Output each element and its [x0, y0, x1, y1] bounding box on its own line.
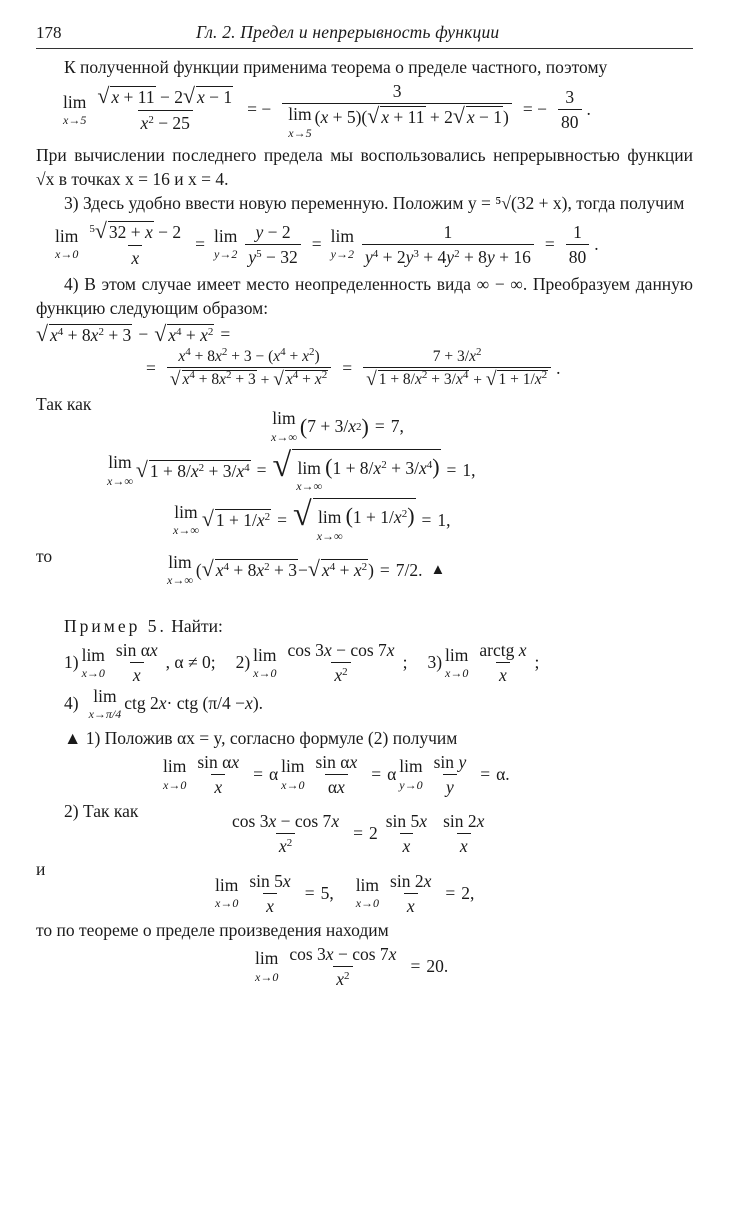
formula-limit-fifth-root: lim x→0 $^5$ √ 32 + x − 2 x = lim y→2 $\frac{y - 2}{y^5 - 32}$ = lim y→2 $\frac{1}{y^4 + 2y^3 + 4y^2 + 8y + 16}$ = $\frac{1}{80}$ . [55, 218, 599, 268]
formula-limit-7: lim x→∞ ( 7 + 3/ x 2 ) = 7, [271, 408, 404, 444]
formula-solution-2-identity: $\frac{\cos 3x - \cos 7x}{x^2}$ = 2 $\frac{\sin 5x}{x}$ sin 2x x [232, 811, 485, 857]
formula-difference-transformed: = $x^4 + 8x^2 + 3 - (x^4 + x^2)$ √ $x^4 + 8x^2 + 3$ + √ $x^4 + x^2$ = $7 + 3/x^2$ √ $1 + 8/x^2 + 3/x^4$ + √ $1 + 1/x^2$ . [146, 345, 561, 391]
formula-example-tasks-123: 1) lim x→0 sin αx x , α ≠ 0; 2) lim x→0 cos 3x − cos 7x $x^2$ ; 3) lim x→0 arctg x x ; [64, 640, 540, 686]
word-i: и [36, 858, 46, 879]
solution-2-intro: 2) Так как [64, 801, 139, 822]
paragraph-solution-1: ▲ 1) Положив αx = y, согласно формуле (2) получим [64, 728, 458, 748]
row-to-formula [36, 546, 693, 587]
paragraph-indeterminate-form: 4) В этом случае имеет место неопределенность вида ∞ − ∞. Преобразуем данную функцию следующим образом: [36, 273, 693, 318]
formula-limit-root-1: lim x→∞ √ $1 + 8/x^2 + 3/x^4$ = √ lim x→∞ $(1 + 8/x^2 + 3/x^4)$ = 1, [107, 446, 476, 494]
end-triangle-icon: ▲ [430, 561, 446, 578]
paragraph-substitution: 3) Здесь удобно ввести новую переменную. Положим y = ⁵√(32 + x), тогда получим [64, 192, 685, 213]
row-solution-2 [36, 801, 693, 856]
running-title: Гл. 2. Предел и непрерывность функции [196, 22, 500, 42]
paragraph-continuity-remark: При вычислении последнего предела мы воспользовались непрерывностью функции √x в точках x = 16 и x = 4. [36, 144, 693, 189]
formula-solution-1: lim x→0 $\frac{\text{sin αx}}{x}$ = α lim x→0 $\frac{\text{sin αx}}{\alpha x}$ = α lim y→0 $\frac{\text{sin y}}{y}$ = α. [163, 752, 510, 798]
formula-solution-2-limits: lim x→0 $\frac{\sin 5x}{x}$ = 5, lim x→0 $\frac{\sin 2x}{x}$ = 2, [215, 870, 475, 916]
formula-result-7-2: lim x→∞ ( √ $x^4 + 8x^2 + 3$ − √ $x^4 + x^2$ ) = 7/2. ▲ [167, 551, 446, 588]
paragraph-product-theorem: то по теореме о пределе произведения находим [36, 919, 389, 940]
example-heading: Пример 5. [64, 616, 167, 637]
formula-example-task-4: 4) lim x→π/4 ctg 2 x · ctg (π/4 − x ). [64, 685, 264, 721]
formula-limit-x-to-5: lim x→5 √ x + 11 − 2 √ x − 1 $x^2 - 25$ = − 3 lim x→5 (x + 5)( √ x + 11 + 2 √ x − 1 ) = − $\frac{3}{80}$ . [63, 81, 591, 140]
row-solution-2-limits [36, 859, 693, 916]
formula-limit-root-2: lim x→∞ √ $1 + 1/x^2$ = √ lim x→∞ $(1 + 1/x^2)$ = 1, [173, 496, 451, 543]
word-to: то [36, 545, 53, 566]
example-find: Найти: [171, 616, 223, 637]
example-heading-line [36, 614, 693, 638]
page-number: 178 [36, 23, 62, 42]
paragraph-tak-kak: Так как [36, 394, 92, 415]
formula-solution-2-result: lim x→0 $\frac{\cos 3x - \cos 7x}{x^2}$ = 20. [255, 943, 449, 989]
page [36, 22, 693, 991]
page-header [36, 22, 693, 49]
formula-difference-roots: √ $x^4 + 8x^2 + 3$ − √ $x^4 + x^2$ = [36, 321, 231, 346]
paragraph-quotient-theorem: К полученной функции применима теорема о пределе частного, поэтому [64, 57, 608, 77]
